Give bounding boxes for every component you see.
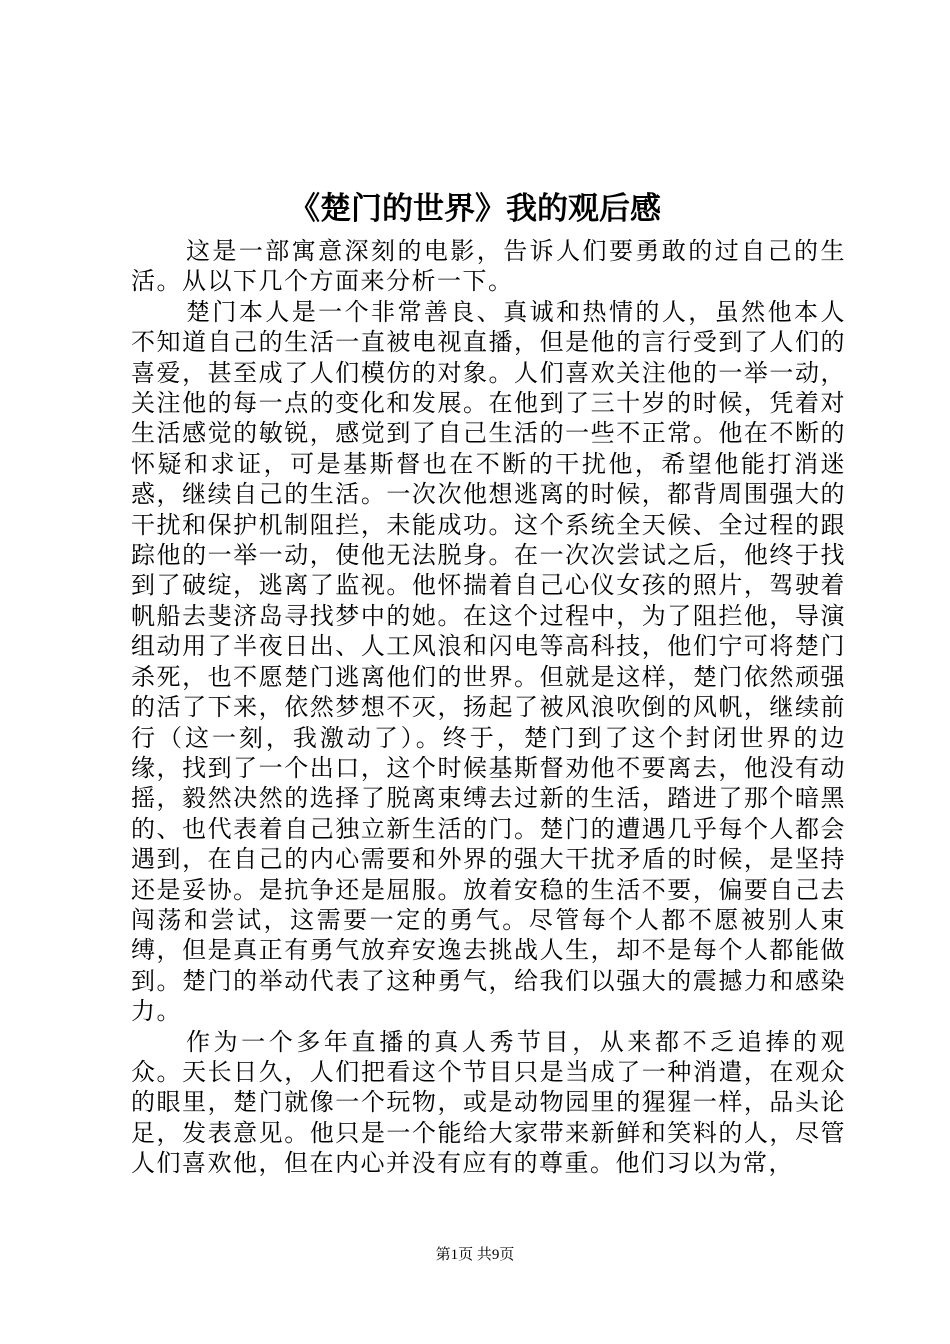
page-footer: 第1页 共9页	[435, 1247, 515, 1263]
paragraph-3: 作为一个多年直播的真人秀节目，从来都不乏追捧的观众。天长日久，人们把看这个节目只是当成了一种消遣，在观众的眼里，楚门就像一个玩物，或是动物园里的猩猩一样，品头论足，发表意见。他只是一个能给大家带来新鲜和笑料的人，尽管人们喜欢他，但在内心并没有应有的尊重。他们习以为常，	[131, 1027, 846, 1178]
paragraph-2: 楚门本人是一个非常善良、真诚和热情的人，虽然他本人不知道自己的生活一直被电视直播，但是他的言行受到了人们的喜爱，甚至成了人们模仿的对象。人们喜欢关注他的一举一动，关注他的每一点的变化和发展。在他到了三十岁的时候，凭着对生活感觉的敏锐，感觉到了自己生活的一些不正常。他在不断的怀疑和求证，可是基斯督也在不断的干扰他，希望他能打消迷惑，继续自己的生活。一次次他想逃离的时候，都背周围强大的干扰和保护机制阻拦，未能成功。这个系统全天候、全过程的跟踪他的一举一动，使他无法脱身。在一次次尝试之后，他终于找到了破绽，逃离了监视。他怀揣着自己心仪女孩的照片，驾驶着帆船去斐济岛寻找梦中的她。在这个过程中，为了阻拦他，导演组动用了半夜日出、人工风浪和闪电等高科技，他们宁可将楚门杀死，也不愿楚门逃离他们的世界。但就是这样，楚门依然顽强的活了下来，依然梦想不灭，扬起了被风浪吹倒的风帆，继续前行（这一刻，我激动了）。终于，楚门到了这个封闭世界的边缘，找到了一个出口，这个时候基斯督劝他不要离去，他没有动摇，毅然决然的选择了脱离束缚去过新的生活，踏进了那个暗黑的、也代表着自己独立新生活的门。楚门的遭遇几乎每个人都会遇到，在自己的内心需要和外界的强大干扰矛盾的时候，是坚持还是妥协。是抗争还是屈服。放着安稳的生活不要，偏要自己去闯荡和尝试，这需要一定的勇气。尽管每个人都不愿被别人束缚，但是真正有勇气放弃安逸去挑战人生，却不是每个人都能做到。楚门的举动代表了这种勇气，给我们以强大的震撼力和感染力。	[131, 297, 846, 1026]
document-body	[131, 236, 846, 1179]
paragraph-1: 这是一部寓意深刻的电影，告诉人们要勇敢的过自己的生活。从以下几个方面来分析一下。	[131, 237, 846, 296]
page-title: 《楚门的世界》我的观后感	[289, 191, 661, 227]
